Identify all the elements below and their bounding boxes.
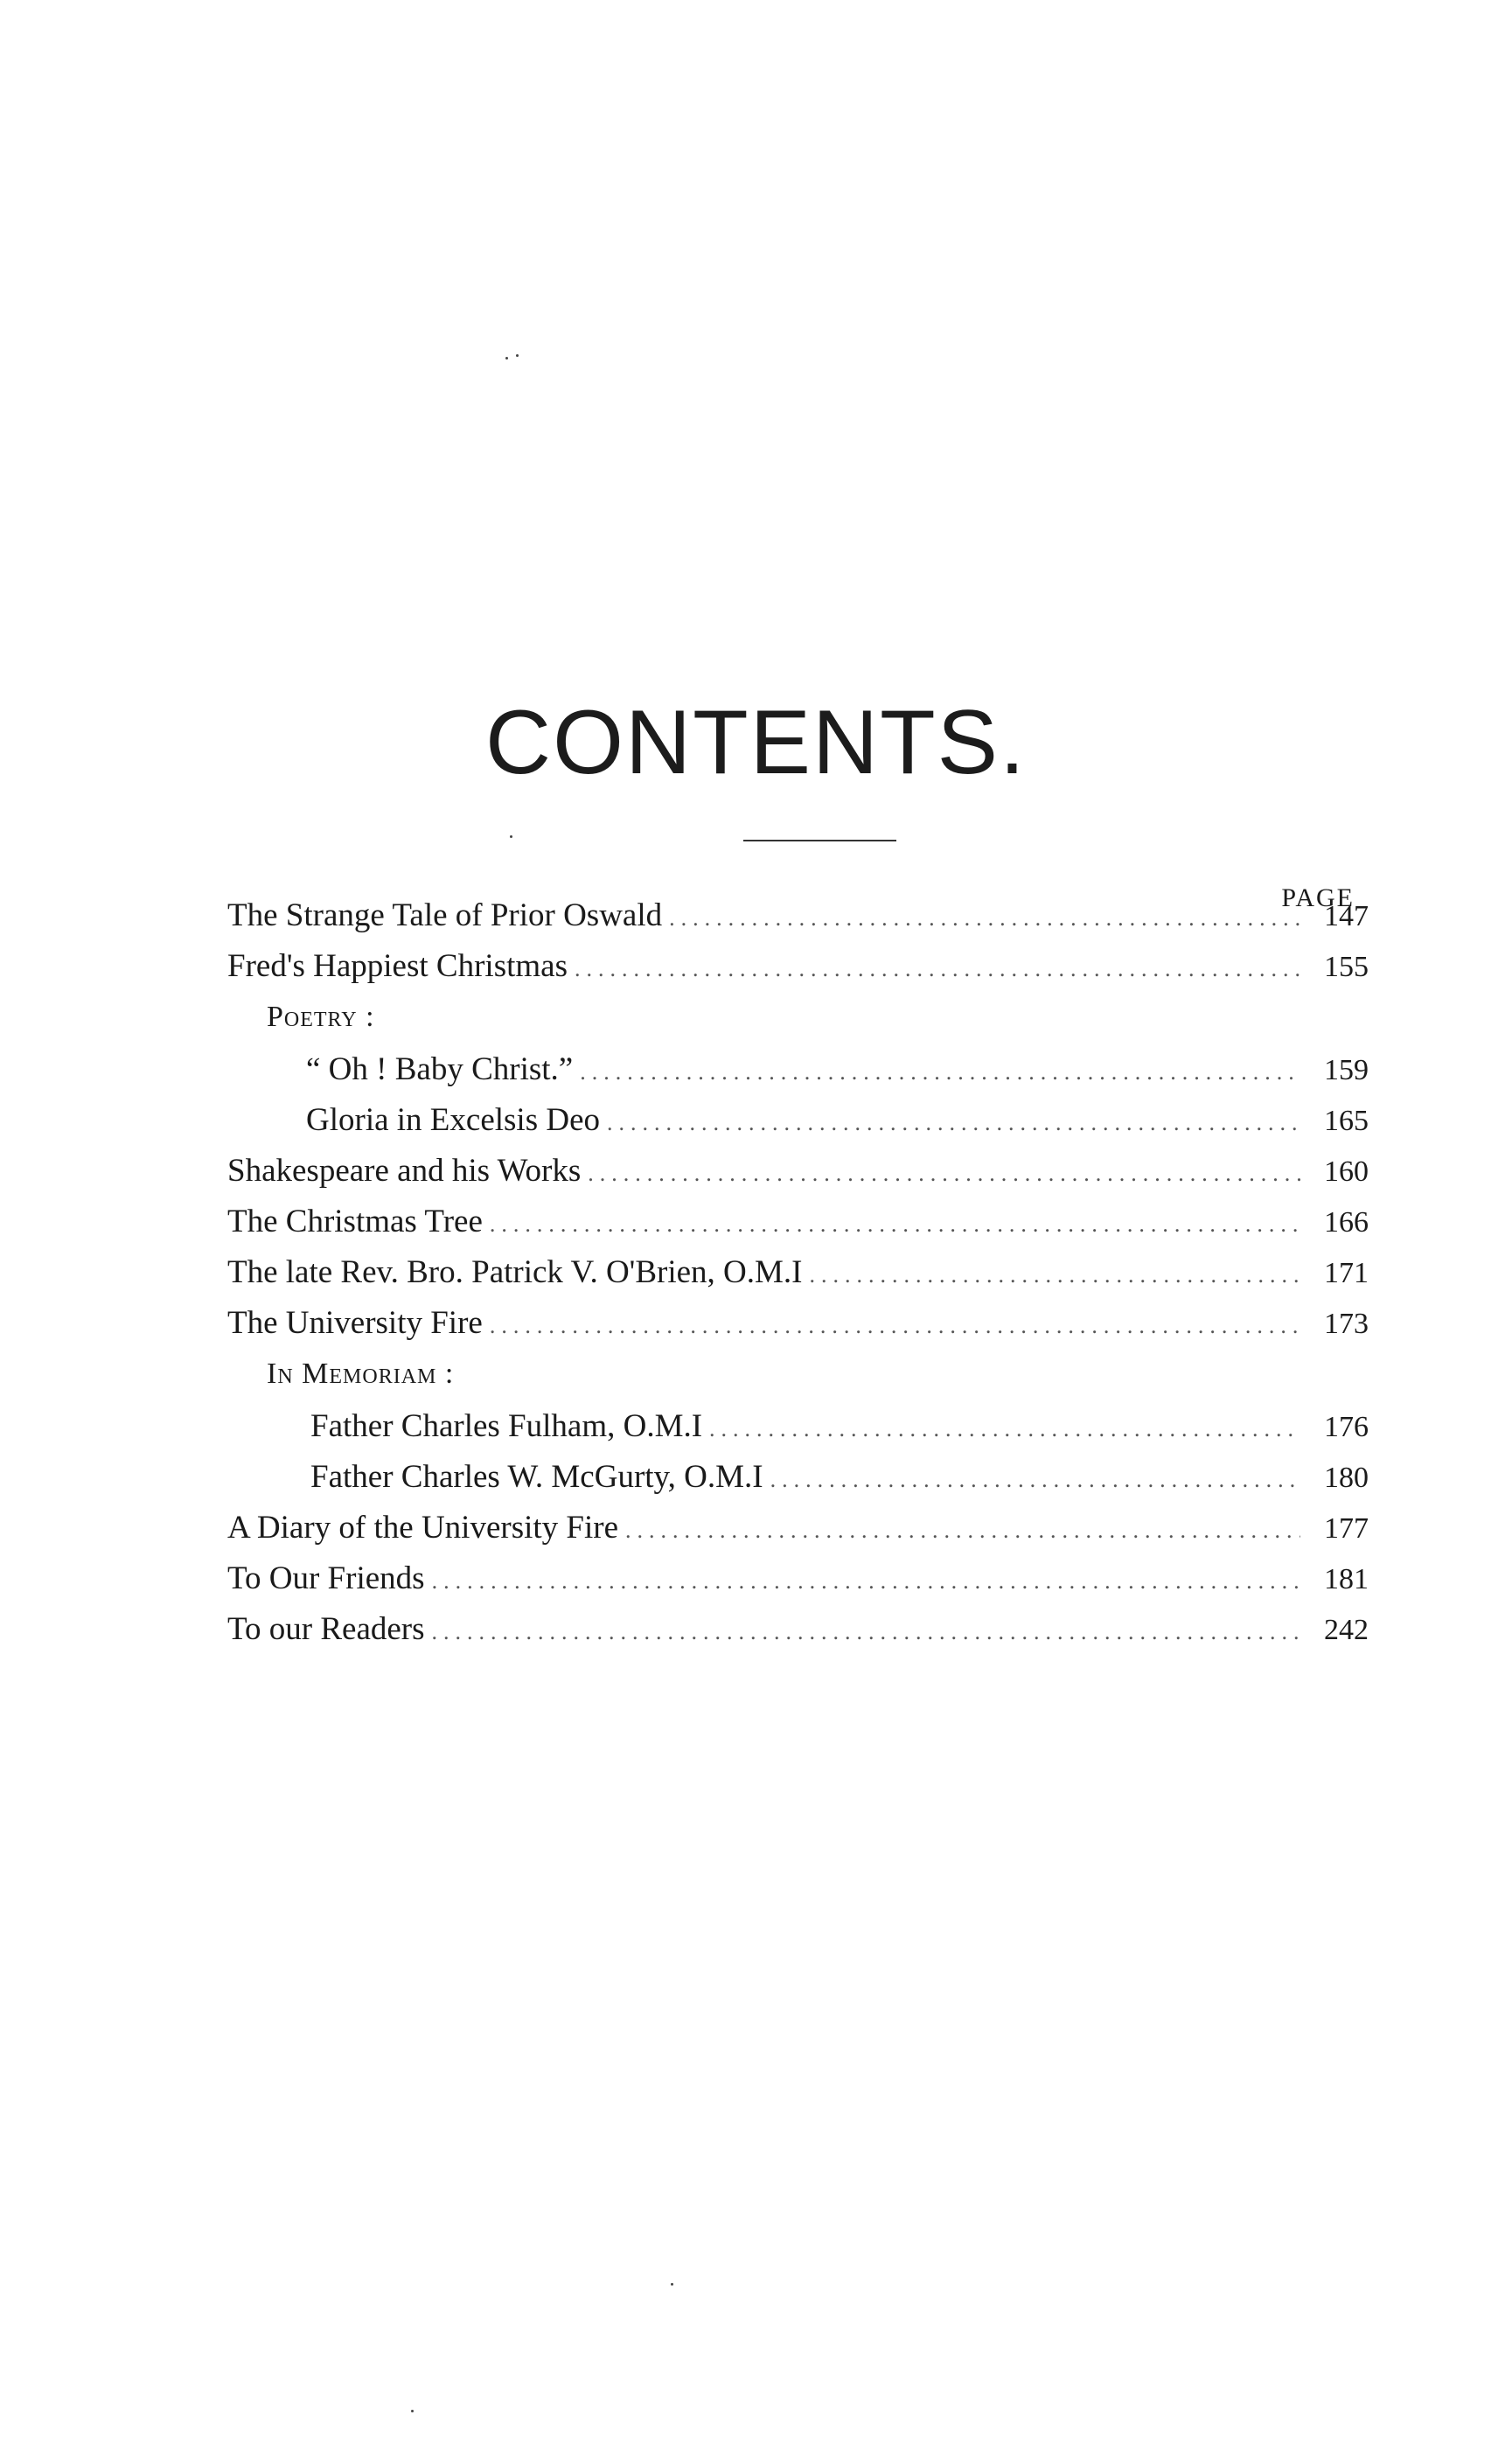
toc-entry-title: The Christmas Tree: [227, 1204, 483, 1239]
page-title: CONTENTS.: [485, 692, 1027, 793]
toc-entry-title: Father Charles Fulham, O.M.I: [310, 1408, 703, 1444]
toc-entry: [227, 1503, 1369, 1553]
toc-entry-page: 181: [1324, 1563, 1369, 1595]
speck: [505, 357, 508, 359]
toc-entry: [227, 1452, 1369, 1503]
toc-entry-page: 176: [1324, 1411, 1369, 1443]
toc-entry-page: 177: [1324, 1512, 1369, 1545]
section-heading-poetry: Poetry :: [267, 1001, 375, 1033]
toc-entry-page: 171: [1324, 1257, 1369, 1289]
toc-entry-page: 165: [1324, 1105, 1369, 1137]
page-column-heading: PAGE: [1281, 883, 1355, 912]
dot-leader: [709, 1404, 1300, 1455]
toc-entry-title: Shakespeare and his Works: [227, 1153, 582, 1189]
dot-leader: [432, 1607, 1300, 1658]
toc-entry-title: Gloria in Excelsis Deo: [306, 1102, 600, 1138]
toc-entry-title: To Our Friends: [227, 1560, 425, 1596]
toc-entry-page: 147: [1324, 900, 1369, 932]
title-rule: [743, 840, 896, 841]
toc-entry-page: 173: [1324, 1308, 1369, 1340]
toc-entry: [227, 941, 1369, 992]
speck: [671, 2283, 673, 2286]
dot-leader: [580, 1047, 1300, 1098]
toc-entry: [227, 1604, 1369, 1655]
toc-entry-title: A Diary of the University Fire: [227, 1510, 618, 1546]
toc-entry: [227, 890, 1369, 941]
speck: [411, 2410, 414, 2412]
toc-entry-page: 242: [1324, 1614, 1369, 1646]
table-of-contents: [227, 890, 1369, 1655]
toc-entry-title: “ Oh ! Baby Christ.”: [306, 1051, 574, 1087]
dot-leader: [575, 944, 1300, 995]
speck: [516, 354, 519, 357]
section-heading-in-memoriam: In Memoriam :: [267, 1358, 455, 1390]
toc-entry: [227, 1247, 1369, 1298]
toc-section-heading: [227, 1349, 1369, 1401]
dot-leader: [607, 1098, 1300, 1148]
toc-section-heading: [227, 992, 1369, 1044]
dot-leader: [625, 1505, 1300, 1556]
toc-entry-title: Fred's Happiest Christmas: [227, 948, 568, 984]
toc-entry: [227, 1095, 1369, 1146]
dot-leader: [490, 1301, 1300, 1351]
toc-entry-page: 155: [1324, 951, 1369, 983]
dot-leader: [588, 1148, 1300, 1199]
toc-entry-title: Father Charles W. McGurty, O.M.I: [310, 1459, 763, 1495]
toc-entry: [227, 1401, 1369, 1452]
toc-entry: [227, 1298, 1369, 1349]
toc-entry-title: The late Rev. Bro. Patrick V. O'Brien, O.M.I: [227, 1254, 803, 1290]
dot-leader: [490, 1199, 1300, 1250]
toc-entry-title: To our Readers: [227, 1611, 425, 1647]
dot-leader: [770, 1455, 1300, 1505]
toc-entry: [227, 1197, 1369, 1247]
toc-entry: [227, 1553, 1369, 1604]
speck: [510, 835, 512, 838]
dot-leader: [810, 1250, 1301, 1301]
toc-entry-page: 180: [1324, 1462, 1369, 1494]
toc-entry: [227, 1146, 1369, 1197]
dot-leader: [432, 1556, 1300, 1607]
dot-leader: [669, 893, 1300, 944]
toc-entry-title: The University Fire: [227, 1305, 483, 1341]
toc-entry-page: 160: [1324, 1155, 1369, 1188]
toc-entry: [227, 1044, 1369, 1095]
toc-entry-title: The Strange Tale of Prior Oswald: [227, 897, 663, 933]
toc-entry-page: 159: [1324, 1054, 1369, 1086]
toc-entry-page: 166: [1324, 1206, 1369, 1239]
